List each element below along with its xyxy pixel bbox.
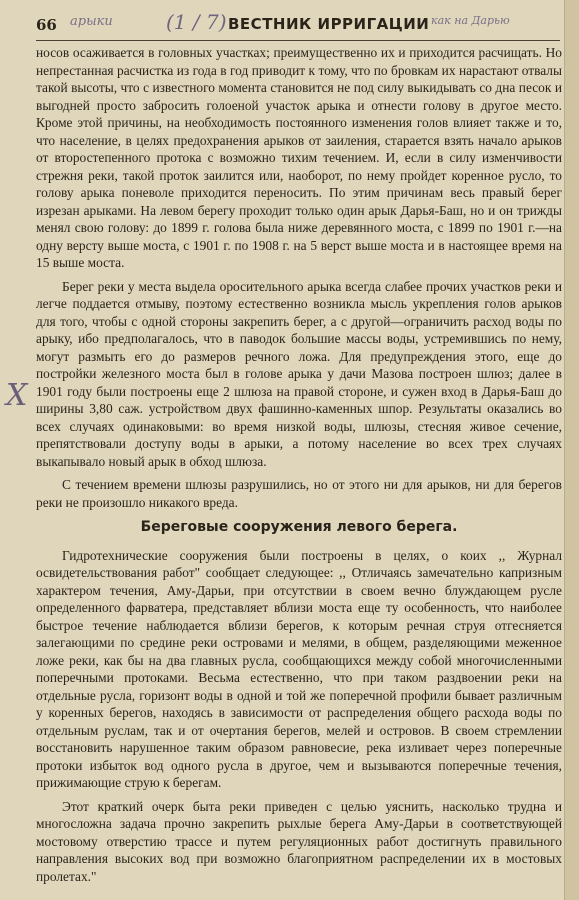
- section-heading: Береговые сооружения левого берега.: [140, 519, 458, 535]
- journal-title: ВЕСТНИК ИРРИГАЦИИ: [228, 15, 430, 33]
- margin-handwritten-mark: Х: [6, 378, 28, 413]
- handwritten-note-left: арыки: [70, 14, 113, 29]
- page-header: [36, 12, 560, 41]
- paragraph-1: носов осаживается в головных участках; преимущественно их и приходится расчищать. Но непрестанная расчистка из года в год приводит к тому, что по бровкам их нарастают отвалы такой высоты, что с известного момента становится не под силу выкидывать со дна песок и выгодней просто забросить голоеной участок арыка и отнести голову в другое место. Кроме этой причины, на необходимость постоянного изменения голов влияет также и то, что население, в целях предохранения арыков от заиления, старается взять начало арыков от второстепенного протока с возможно тихим течением. И, если в силу изменчивости стрежня реки, такой проток заилится или, наоборот, по нему пройдет коренное русло, то голову арыка поневоле приходится переносить. По этим причинам весь правый берег изрезан арыками. На левом берегу проходит только один арык Дарья-Баш, но и он трижды менял свою голову: до 1899 г. голова была ниже деревянного моста, с 1899 по 1901 г.—на одну версту выше моста, с 1901 г. по 1908 г. на 5 верст выше моста и в настоящее время на 15 выше моста.: [36, 45, 562, 270]
- paragraph-2: Берег реки у места выдела оросительного арыка всегда слабее прочих участков реки и легче поддается отмыву, поэтому естественно возникла мысль укрепления голов арыков для того, чтобы с одной стороны закрепить берег, а с другой—ограничить расход воды по арыку, ибо предполагалось, что в паводок большие массы воды, устремившись по нему, могут размыть его до размеров речного ложа. Для предупреждения этого, еще до постройки железного моста был в голове арыка у дачи Мазова построен шлюз; далее в 1901 году были построены еще 2 шлюза на правой стороне, и сужен вход в Дарья-Баш до ширины 3,80 саж. устройством двух фашинно-каменных шпор. Результаты оказались во всех случаях одинаковыми: во время низкой воды, шлюзы, стесняя живое сечение, препятствовали доступу воды в арыки, а потому население во всех трех случаях выкапывало новый арык в обход шлюза.: [36, 278, 562, 469]
- handwritten-note-mid: (1 / 7): [166, 10, 227, 34]
- page-binding-edge: [564, 0, 579, 900]
- paragraph-3: С течением времени шлюзы разрушились, но от этого ни для арыков, ни для берегов реки не произошло никакого вреда.: [36, 477, 562, 510]
- paragraph-5: Этот краткий очерк быта реки приведен с целью уяснить, насколько трудна и многосложна задача прочно закрепить рыхлые берега Аму-Дарьи в соответствующей мостовому отверстию трассе и путем регуляционных работ достигнуть правильного направления высоких вод при возможно благоприятном распределении их в мостовых пролетах.": [36, 798, 562, 884]
- handwritten-note-right: как на Дарью: [431, 14, 510, 27]
- paragraph-4: Гидротехнические сооружения были построены в целях, о коих ,, Журнал освидетельствования работ" сообщает следующее: ,, Отличаясь замечательно капризным характером течения, Аму-Дарьи, при отсутствии в своем вечно блуждающем русле определенного фарватера, представляет вблизи моста еще ту особенность, что наиболее быстрое течение наблюдается вблизи берегов, к которым речная струя отгесняется залегающими по средине реки островами и мелями, в общем, разделяющими меженное ложе реки, как бы на два главных русла, сообщающихся между собой многочисленными поперечными протоками. Весьма естественно, что при таком раздвоении реки на отдельные русла, горизонт воды в одной и той же поперечной профили бывает различным у коренных берегов, находясь в зависимости от распределения общего расхода воды по отдельным руслам, так и от очертания берегов, мелей и островов. В своем стремлении восстановить нарушенное таким образом равновесие, река изливает через поперечные протоки избыток вод одного русла в другое, чем и вызываются поперечные течения, прижимающие струю к берегам.: [36, 547, 562, 790]
- page-number: 66: [36, 16, 57, 34]
- article-body: [36, 44, 562, 891]
